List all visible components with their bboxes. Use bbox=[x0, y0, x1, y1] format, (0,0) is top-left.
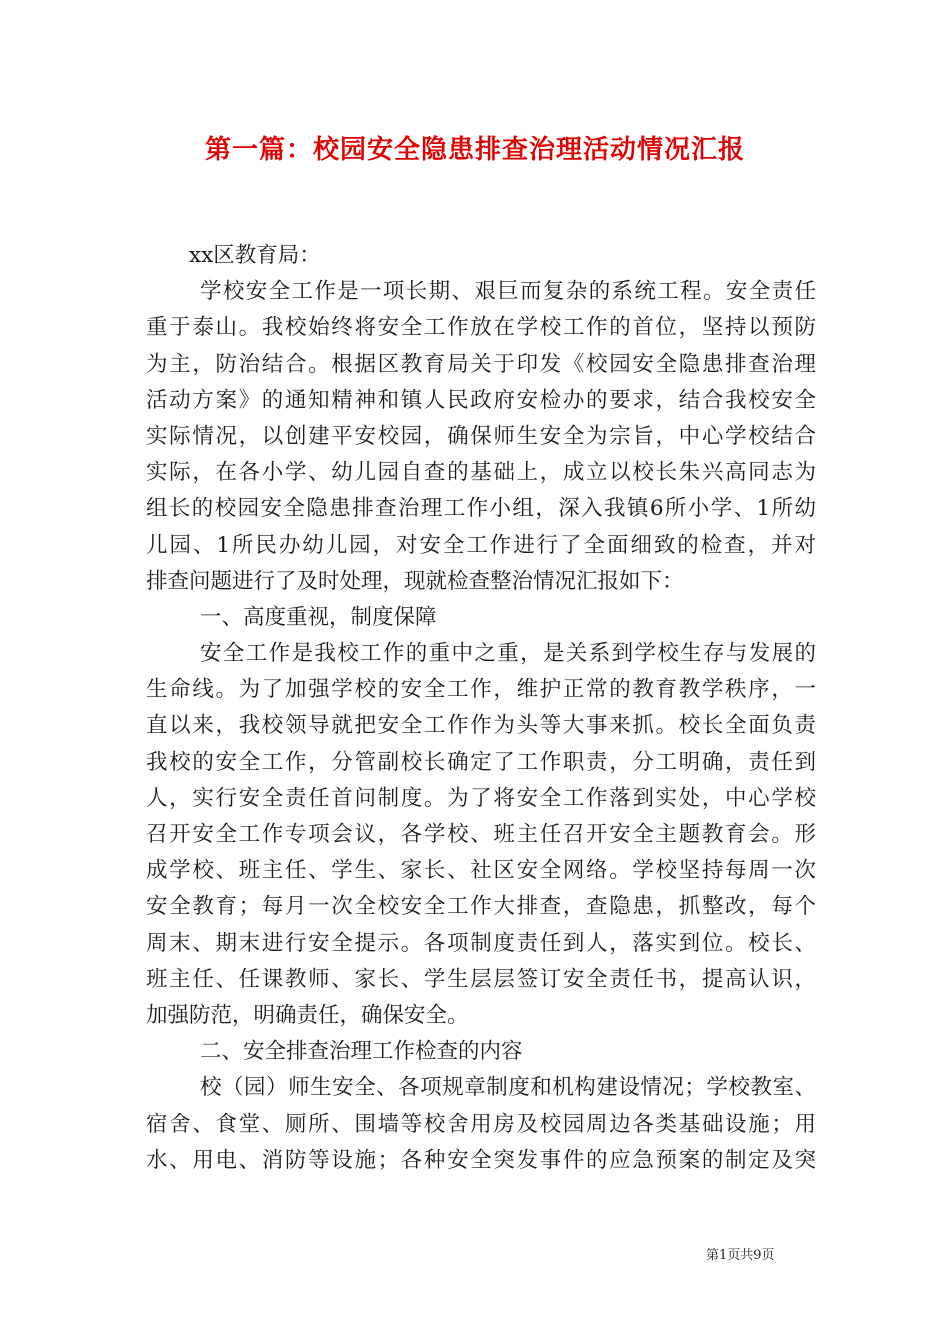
section-heading: 一、高度重视，制度保障 bbox=[200, 604, 437, 630]
paragraph-line: 召开安全工作专项会议，各学校、班主任召开安全主题教育会。形 bbox=[146, 822, 816, 847]
paragraph-line: 加强防范，明确责任，确保安全。 bbox=[146, 1002, 469, 1028]
paragraph-line: 儿园、1所民办幼儿园，对安全工作进行了全面细致的检查，并对 bbox=[146, 532, 816, 558]
paragraph-line: 为主，防治结合。根据区教育局关于印发《校园安全隐患排查治理 bbox=[146, 351, 816, 377]
salutation-line: xx区教育局： bbox=[189, 243, 321, 268]
section-heading: 二、安全排查治理工作检查的内容 bbox=[200, 1039, 523, 1065]
paragraph-line: 组长的校园安全隐患排查治理工作小组，深入我镇6所小学、1所幼 bbox=[146, 496, 816, 522]
paragraph-line: 实际，在各小学、幼儿园自查的基础上，成立以校长朱兴高同志为 bbox=[146, 460, 816, 486]
paragraph-line: 校（园）师生安全、各项规章制度和机构建设情况；学校教室、 bbox=[200, 1075, 816, 1101]
paragraph-line: 排查问题进行了及时处理，现就检查整治情况汇报如下： bbox=[146, 568, 684, 594]
paragraph-line: 活动方案》的通知精神和镇人民政府安检办的要求，结合我校安全 bbox=[146, 387, 816, 413]
paragraph-line: 班主任、任课教师、家长、学生层层签订安全责任书，提高认识， bbox=[146, 966, 816, 992]
paragraph-line: 实际情况，以创建平安校园，确保师生安全为宗旨，中心学校结合 bbox=[146, 423, 816, 449]
paragraph-line: 成学校、班主任、学生、家长、社区安全网络。学校坚持每周一次 bbox=[146, 858, 816, 884]
paragraph-line: 学校安全工作是一项长期、艰巨而复杂的系统工程。安全责任 bbox=[200, 279, 816, 305]
paragraph-line: 安全工作是我校工作的重中之重，是关系到学校生存与发展的 bbox=[200, 641, 816, 667]
paragraph-line: 周末、期末进行安全提示。各项制度责任到人，落实到位。校长、 bbox=[146, 930, 816, 956]
paragraph-line: 人，实行安全责任首问制度。为了将安全工作落到实处，中心学校 bbox=[146, 785, 816, 811]
paragraph-line: 宿舍、食堂、厕所、围墙等校舍用房及校园周边各类基础设施；用 bbox=[146, 1111, 816, 1137]
paragraph-line: 水、用电、消防等设施；各种安全突发事件的应急预案的制定及突 bbox=[146, 1147, 816, 1173]
page-indicator: 第1页共9页 bbox=[706, 1248, 775, 1263]
document-body bbox=[146, 238, 816, 1179]
paragraph-line: 重于泰山。我校始终将安全工作放在学校工作的首位，坚持以预防 bbox=[146, 315, 816, 341]
paragraph-line: 安全教育；每月一次全校安全工作大排查，查隐患，抓整改，每个 bbox=[146, 894, 816, 920]
paragraph-line: 直以来，我校领导就把安全工作作为头等大事来抓。校长全面负责 bbox=[146, 713, 816, 739]
paragraph-line: 我校的安全工作，分管副校长确定了工作职责，分工明确，责任到 bbox=[146, 749, 816, 775]
document-title: 第一篇：校园安全隐患排查治理活动情况汇报 bbox=[204, 135, 745, 165]
paragraph-line: 生命线。为了加强学校的安全工作，维护正常的教育教学秩序，一 bbox=[146, 677, 816, 703]
